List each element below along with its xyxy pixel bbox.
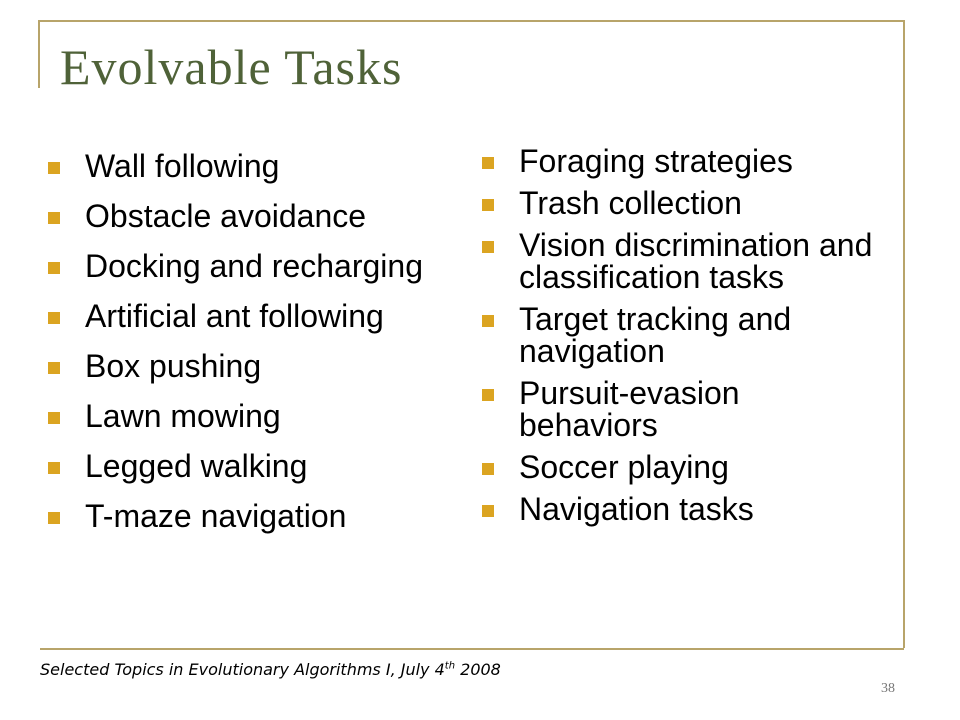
square-bullet-icon (482, 199, 494, 211)
right-bullet-list (482, 145, 882, 535)
frame-top-line (38, 20, 904, 22)
page-number: 38 (881, 681, 895, 696)
list-item-text: Legged walking (85, 448, 308, 484)
list-item (48, 250, 448, 282)
list-item (482, 187, 882, 219)
frame-bottom-line (40, 648, 904, 650)
list-item (48, 150, 448, 182)
square-bullet-icon (482, 315, 494, 327)
footer-superscript: th (444, 660, 456, 672)
list-item (48, 350, 448, 382)
list-item-text: Soccer playing (519, 449, 729, 485)
list-item (48, 200, 448, 232)
list-item-text: Box pushing (85, 348, 262, 384)
list-item-text: Wall following (85, 148, 280, 184)
square-bullet-icon (48, 362, 60, 374)
list-item-text: T-maze navigation (85, 498, 347, 534)
list-item-text: Foraging strategies (519, 143, 793, 179)
square-bullet-icon (482, 389, 494, 401)
slide-footer (40, 660, 501, 679)
list-item (482, 377, 882, 441)
square-bullet-icon (48, 212, 60, 224)
list-item (48, 400, 448, 432)
list-item (48, 300, 448, 332)
square-bullet-icon (48, 312, 60, 324)
list-item (482, 229, 882, 293)
list-item (48, 450, 448, 482)
square-bullet-icon (48, 262, 60, 274)
list-item-text: Vision discrimination and classification tasks (519, 227, 873, 295)
frame-right-line (903, 20, 905, 648)
list-item-text: Target tracking and navigation (519, 301, 792, 369)
footer-year: 2008 (455, 660, 501, 679)
square-bullet-icon (482, 463, 494, 475)
left-bullet-list (48, 150, 448, 550)
list-item (482, 145, 882, 177)
list-item (482, 303, 882, 367)
list-item-text: Artificial ant following (85, 298, 384, 334)
square-bullet-icon (48, 412, 60, 424)
square-bullet-icon (482, 241, 494, 253)
list-item-text: Obstacle avoidance (85, 198, 367, 234)
list-item-text: Navigation tasks (519, 491, 754, 527)
slide-title: Evolvable Tasks (60, 39, 403, 95)
list-item (482, 451, 882, 483)
list-item (48, 500, 448, 532)
list-item-text: Docking and recharging (85, 248, 423, 284)
square-bullet-icon (48, 162, 60, 174)
square-bullet-icon (48, 462, 60, 474)
square-bullet-icon (48, 512, 60, 524)
list-item-text: Pursuit-evasion behaviors (519, 375, 740, 443)
list-item-text: Lawn mowing (85, 398, 281, 434)
square-bullet-icon (482, 505, 494, 517)
list-item-text: Trash collection (519, 185, 742, 221)
list-item (482, 493, 882, 525)
frame-left-line (38, 20, 40, 88)
square-bullet-icon (482, 157, 494, 169)
footer-text: Selected Topics in Evolutionary Algorithms I, July 4 (40, 660, 445, 679)
